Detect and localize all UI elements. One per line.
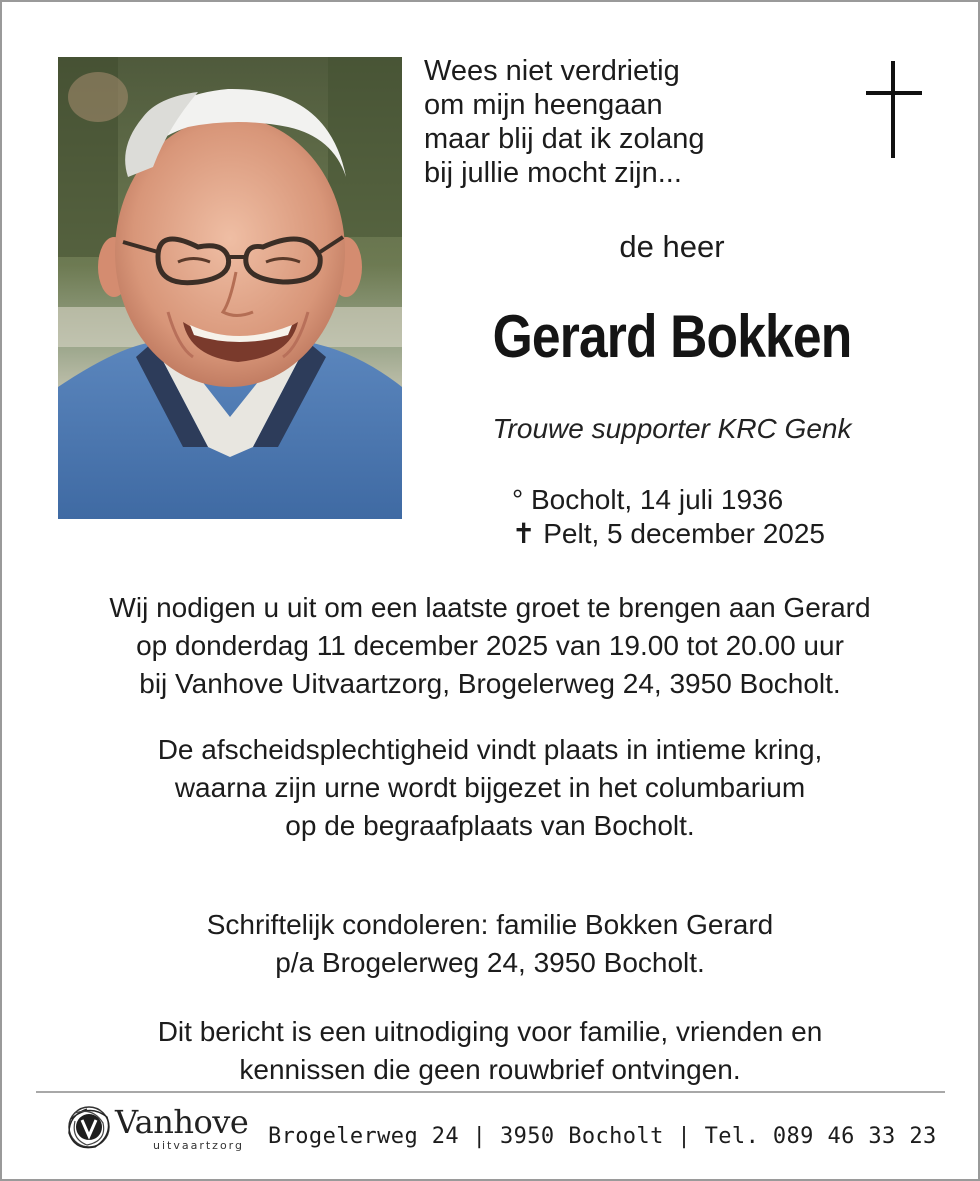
paragraph-line: Dit bericht is een uitnodiging voor familie, vrienden en — [157, 1016, 823, 1047]
paragraph-line: kennissen die geen rouwbrief ontvingen. — [239, 1054, 741, 1085]
ceremony-paragraph — [0, 731, 980, 845]
poem-line: bij jullie mocht zijn... — [424, 157, 682, 189]
deceased-name: Gerard Bokken — [492, 303, 852, 370]
paragraph-line: bij Vanhove Uitvaartzorg, Brogelerweg 24, 3950 Bocholt. — [139, 668, 841, 699]
portrait-photo — [58, 57, 402, 519]
poem-line: Wees niet verdrietig — [424, 55, 680, 87]
paragraph-line: op donderdag 11 december 2025 van 19.00 tot 20.00 uur — [136, 630, 844, 661]
condolences-paragraph — [0, 906, 980, 982]
birth-date: ° Bocholt, 14 juli 1936 — [512, 484, 784, 515]
tagline: Trouwe supporter KRC Genk — [492, 413, 852, 444]
salutation: de heer — [619, 229, 725, 264]
death-date: ✝ Pelt, 5 december 2025 — [512, 518, 825, 549]
paragraph-line: waarna zijn urne wordt bijgezet in het columbarium — [174, 772, 806, 803]
logo-subtitle: uitvaartzorg — [153, 1139, 244, 1152]
vanhove-logo-icon — [63, 1101, 115, 1155]
logo-name: Vanhove — [115, 1103, 249, 1141]
vanhove-logo — [63, 1101, 263, 1161]
life-dates — [512, 483, 825, 551]
poem-line: maar blij dat ik zolang — [424, 123, 705, 155]
footer-divider — [36, 1091, 945, 1093]
invitation-paragraph — [0, 589, 980, 703]
paragraph-line: De afscheidsplechtigheid vindt plaats in intieme kring, — [157, 734, 823, 765]
paragraph-line: Wij nodigen u uit om een laatste groet te brengen aan Gerard — [109, 592, 871, 623]
paragraph-line: p/a Brogelerweg 24, 3950 Bocholt. — [275, 947, 705, 978]
poem — [424, 54, 704, 190]
poem-line: om mijn heengaan — [424, 89, 663, 121]
notice-paragraph — [0, 1013, 980, 1089]
latin-cross-icon — [864, 61, 924, 161]
paragraph-line: op de begraafplaats van Bocholt. — [285, 810, 695, 841]
footer-address: Brogelerweg 24 | 3950 Bocholt | Tel. 089 46 33 23 — [268, 1124, 937, 1149]
paragraph-line: Schriftelijk condoleren: familie Bokken Gerard — [206, 909, 774, 940]
